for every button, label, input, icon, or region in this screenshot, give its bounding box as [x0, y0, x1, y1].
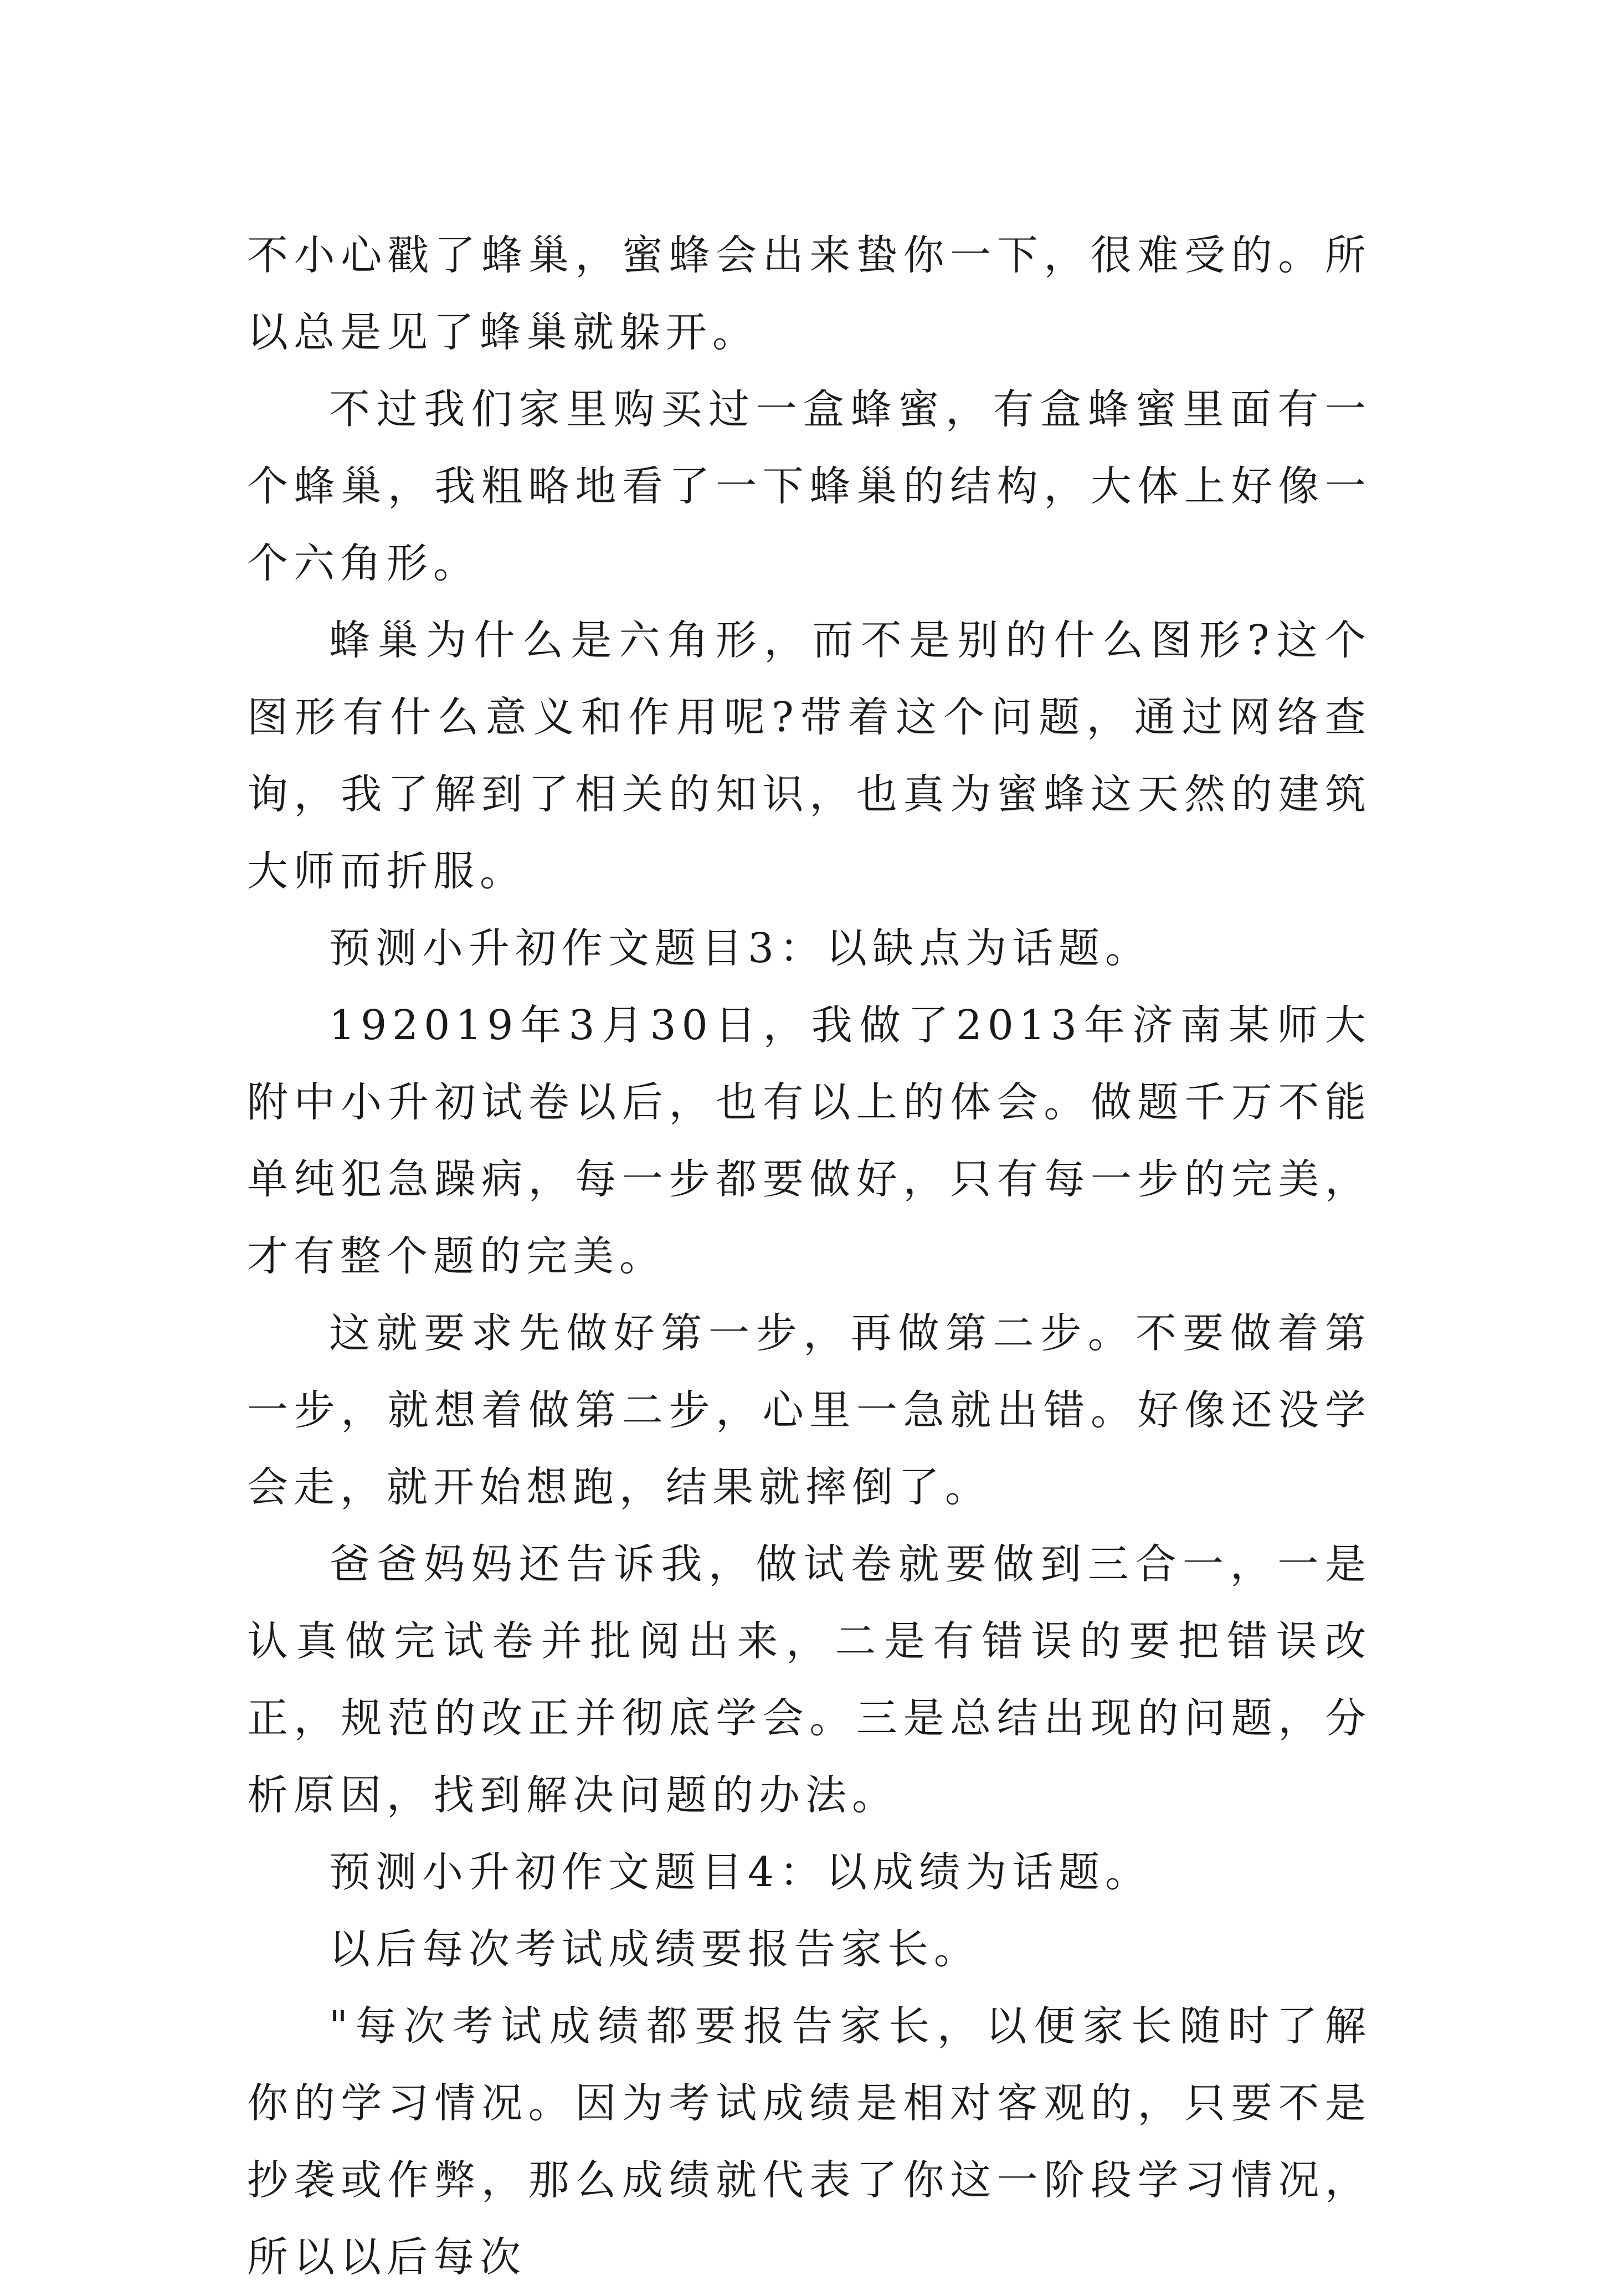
- paragraph-2: 不过我们家里购买过一盒蜂蜜，有盒蜂蜜里面有一个蜂巢，我粗略地看了一下蜂巢的结构，大体上好像一个六角形。: [247, 386, 1371, 587]
- topic-heading-3: 预测小升初作文题目3：以缺点为话题。: [329, 924, 1152, 972]
- topic-heading-4: 预测小升初作文题目4：以成绩为话题。: [329, 1848, 1152, 1896]
- paragraph-7: 爸爸妈妈还告诉我，做试卷就要做到三合一，一是认真做完试卷并批阅出来，二是有错误的要把错误改正，规范的改正并彻底学会。三是总结出现的问题，分析原因，找到解决问题的办法。: [247, 1540, 1371, 1819]
- paragraph-10: "每次考试成绩都要报告家长，以便家长随时了解你的学习情况。因为考试成绩是相对客观的，只要不是抄袭或作弊，那么成绩就代表了你这一阶段学习情况，所以以后每次: [247, 2002, 1371, 2281]
- paragraph-3: 蜂巢为什么是六角形，而不是别的什么图形?这个图形有什么意义和作用呢?带着这个问题，通过网络查询，我了解到了相关的知识，也真为蜜蜂这天然的建筑大师而折服。: [247, 617, 1371, 895]
- paragraph-9: 以后每次考试成绩要报告家长。: [329, 1925, 980, 1973]
- paragraph-1: 不小心戳了蜂巢，蜜蜂会出来蛰你一下，很难受的。所以总是见了蜂巢就躲开。: [247, 232, 1371, 356]
- paragraph-5: 192019年3月30日，我做了2013年济南某师大附中小升初试卷以后，也有以上的体会。做题千万不能单纯犯急躁病，每一步都要做好，只有每一步的完美，才有整个题的完美。: [247, 1001, 1371, 1280]
- document-body: [247, 217, 1371, 2296]
- paragraph-6: 这就要求先做好第一步，再做第二步。不要做着第一步，就想着做第二步，心里一急就出错。好像还没学会走，就开始想跑，结果就摔倒了。: [247, 1309, 1371, 1511]
